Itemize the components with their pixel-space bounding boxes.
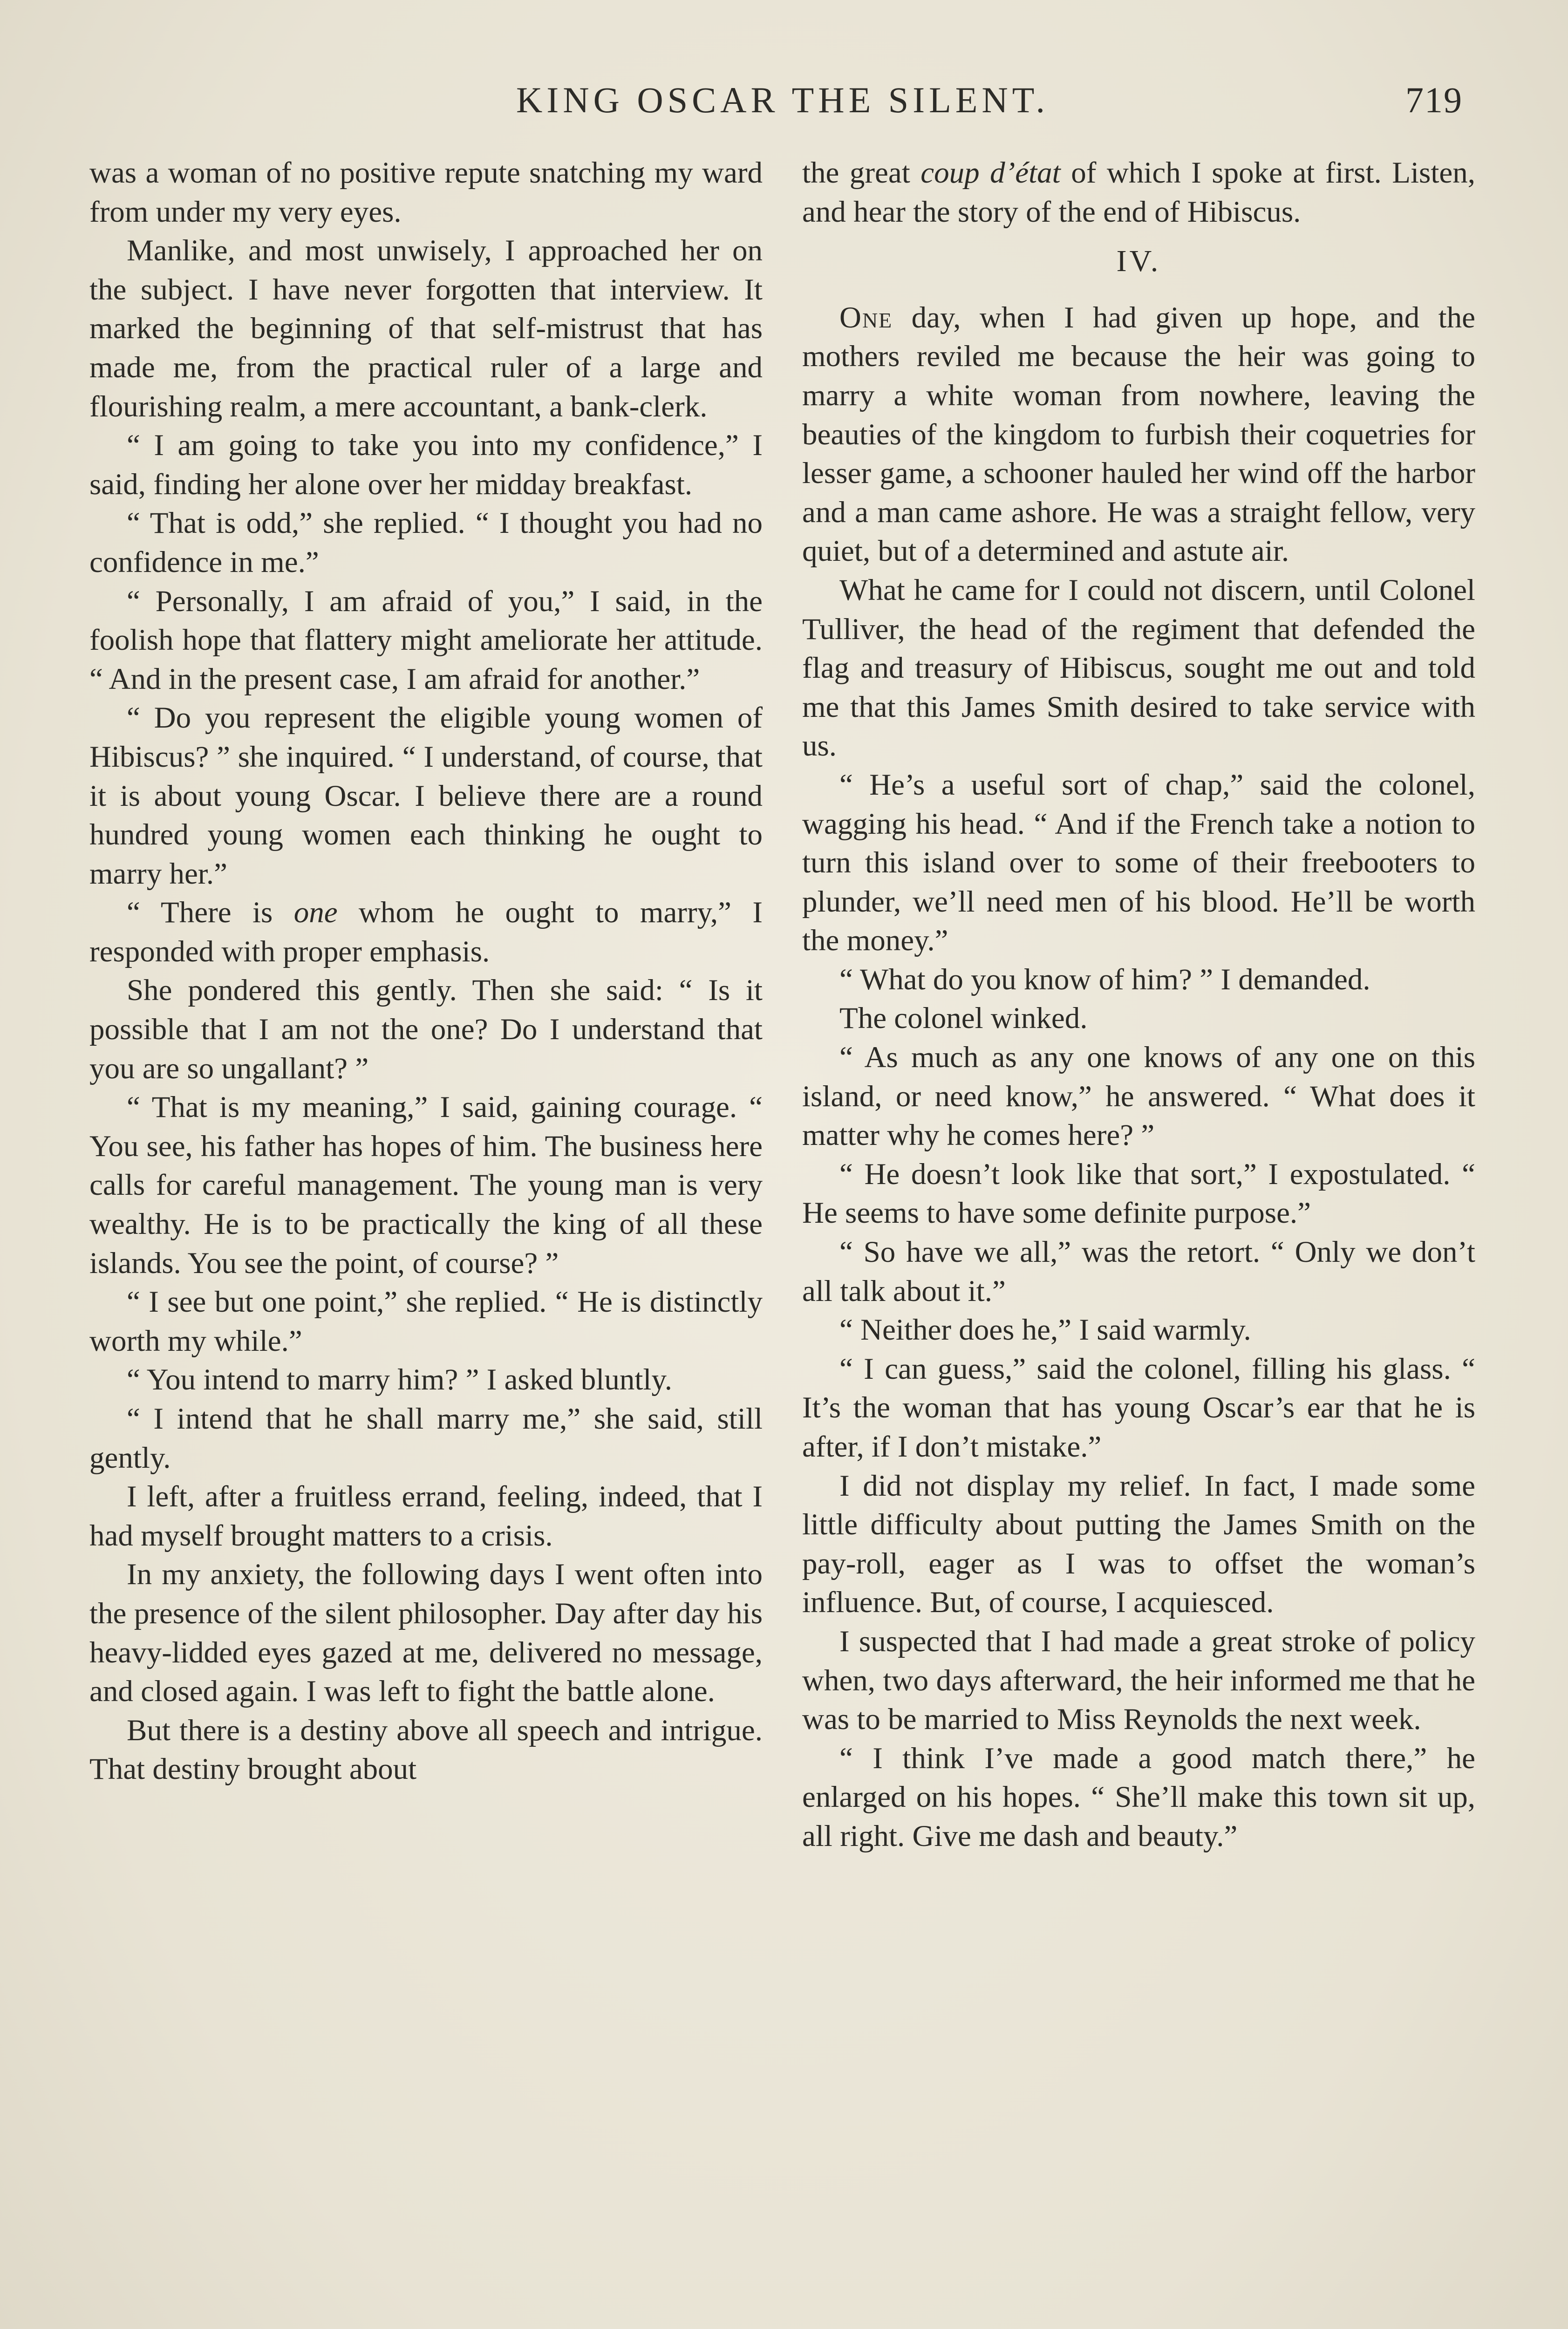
paragraph: “ Neither does he,” I said warmly. [839,1313,1251,1347]
smallcaps-opening: One [839,300,893,334]
section-heading: IV. [1116,244,1161,279]
paragraph-text: day, when I had given up hope, and the mothers reviled me because the heir was going to marry a white woman from nowhere, leaving the beauties of the kingdom to furbish their coquetries for lesser game, a schooner hauled her wind off the harbor and a man came ashore. He was a straight fellow, very quiet, but of a determined and astute air. [802,300,1475,568]
emphasis-text: one [293,896,338,930]
paragraph [802,154,1475,232]
paragraph [802,299,1475,571]
paragraph: “ I can guess,” said the colonel, filling his glass. “ It’s the woman that has young Oscar’s ear that he is after, if I don’t mistake.” [802,1352,1475,1464]
paragraph: What he came for I could not discern, until Colonel Tulliver, the head of the regiment that defended the flag and treasury of Hibiscus, sought me out and told me that this James Smith desired to take service with us. [802,573,1475,763]
paragraph: But there is a destiny above all speech and intrigue. That destiny brought about [89,1713,763,1786]
paragraph: “ He’s a useful sort of chap,” said the colonel, wagging his head. “ And if the French take a notion to turn this island over to some of their freebooters to plunder, we’ll need men of his blood. He’ll be worth the money.” [802,768,1475,958]
paragraph: “ I see but one point,” she replied. “ He is distinctly worth my while.” [89,1285,763,1358]
right-column [802,154,1475,1856]
paragraph: “ So have we all,” was the retort. “ Only we don’t all talk about it.” [802,1235,1475,1308]
paragraph: “ You intend to marry him? ” I asked bluntly. [127,1363,673,1397]
paragraph: “ Do you represent the eligible young women of Hibiscus? ” she inquired. “ I understand, of course, that it is about young Oscar. I believe there are a round hundred young women each thinking he ought to marry her.” [89,701,763,891]
page-number: 719 [1405,80,1463,120]
paragraph-text: of which I spoke at first. Listen, and hear the story of the end of Hibiscus. [802,156,1475,229]
running-title: KING OSCAR THE SILENT. [516,80,1050,120]
paragraph: “ That is my meaning,” I said, gaining courage. “ You see, his father has hopes of him. The business here calls for careful management. The young man is very wealthy. He is to be practically the king of all these islands. You see the point, of course? ” [89,1090,763,1280]
paragraph: The colonel winked. [839,1001,1088,1035]
paragraph: She pondered this gently. Then she said: “ Is it possible that I am not the one? Do I understand that you are so ungallant? ” [89,974,763,1085]
paragraph: “ He doesn’t look like that sort,” I expostulated. “ He seems to have some definite purpose.” [802,1157,1475,1230]
paragraph: “ I am going to take you into my confidence,” I said, finding her alone over her midday breakfast. [89,429,763,501]
paragraph [89,893,763,971]
emphasis-text: coup d’état [920,156,1061,190]
paragraph: “ Personally, I am afraid of you,” I said, in the foolish hope that flattery might ameliorate her attitude. “ And in the present case, I am afraid for another.” [89,584,763,696]
paragraph: I left, after a fruitless errand, feeling, indeed, that I had myself brought matters to a crisis. [89,1480,763,1553]
paragraph: “ As much as any one knows of any one on this island, or need know,” he answered. “ What does it matter why he comes here? ” [802,1041,1475,1152]
paragraph: “ I intend that he shall marry me,” she said, still gently. [89,1402,763,1475]
paragraph: I suspected that I had made a great stroke of policy when, two days afterward, the heir informed me that he was to be married to Miss Reynolds the next week. [802,1624,1475,1737]
paragraph: “ What do you know of him? ” I demanded. [839,962,1370,996]
paragraph: “ That is odd,” she replied. “ I thought you had no confidence in me.” [89,506,763,579]
paragraph-text: whom he ought to marry,” I responded with proper emphasis. [89,896,763,968]
paragraph: “ I think I’ve made a good match there,” he enlarged on his hopes. “ She’ll make this town sit up, all right. Give me dash and beauty.” [802,1741,1475,1853]
paragraph: In my anxiety, the following days I went often into the presence of the silent philosopher. Day after day his heavy-lidded eyes gazed at me, delivered no message, and closed again. I was left to fight the battle alone. [89,1558,763,1709]
left-column [89,154,763,1789]
paragraph: Manlike, and most unwisely, I approached her on the subject. I have never forgotten that interview. It marked the beginning of that self-mistrust that has made me, from the practical ruler of a large and flourishing realm, a mere accountant, a bank-clerk. [89,234,763,423]
paragraph-text: “ There is [127,896,294,930]
paragraph: was a woman of no positive repute snatching my ward from under my very eyes. [89,156,763,229]
paragraph: I did not display my relief. In fact, I made some little difficulty about putting the James Smith on the pay-roll, eager as I was to offset the woman’s influence. But, of course, I acquiesced. [802,1469,1475,1620]
paragraph-text: the great [802,156,921,190]
page-header [89,75,1477,126]
